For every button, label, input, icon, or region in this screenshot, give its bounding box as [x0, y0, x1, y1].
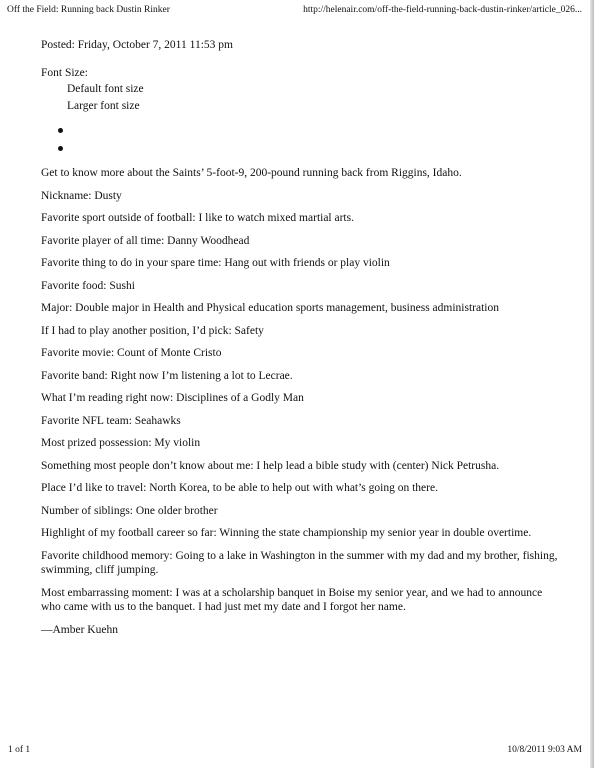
article-body	[41, 166, 561, 645]
qa-major: Major: Double major in Health and Physical education sports management, business administration	[41, 302, 499, 314]
qa-favorite-food: Favorite food: Sushi	[41, 279, 135, 292]
qa-siblings: Number of siblings: One older brother	[41, 504, 218, 517]
qa-travel: Place I’d like to travel: North Korea, to be able to help out with what’s going on there.	[41, 482, 438, 494]
posted-timestamp: Posted: Friday, October 7, 2011 11:53 pm	[41, 39, 233, 51]
qa-prized-possession: Most prized possession: My violin	[41, 437, 201, 449]
qa-reading: What I’m reading right now: Disciplines of a Godly Man	[41, 392, 304, 404]
default-font-size-link[interactable]: Default font size	[67, 83, 144, 95]
print-header-title: Off the Field: Running back Dustin Rinker	[7, 5, 170, 15]
qa-favorite-player: Favorite player of all time: Danny Woodhead	[41, 234, 250, 247]
print-header	[7, 4, 582, 16]
qa-favorite-band: Favorite band: Right now I’m listening a lot to Lecrae.	[41, 369, 293, 382]
scan-page-edge	[590, 0, 594, 768]
font-size-control	[41, 66, 144, 116]
qa-favorite-movie: Favorite movie: Count of Monte Cristo	[41, 347, 222, 359]
qa-nfl-team: Favorite NFL team: Seahawks	[41, 414, 181, 427]
qa-spare-time: Favorite thing to do in your spare time: Hang out with friends or play violin	[41, 257, 390, 269]
print-footer	[8, 744, 582, 756]
qa-other-position: If I had to play another position, I’d pick: Safety	[41, 324, 264, 337]
qa-embarrassing-moment: Most embarrassing moment: I was at a scholarship banquet in Boise my senior year, and we had to announce who came with us to the banquet. I had just met my date and I forgot her name.	[41, 586, 543, 613]
qa-childhood-memory: Favorite childhood memory: Going to a lake in Washington in the summer with my dad and my brother, fishing, swimming, cliff jumping.	[41, 549, 558, 576]
qa-nickname: Nickname: Dusty	[41, 189, 122, 202]
qa-something-unknown: Something most people don’t know about me: I help lead a bible study with (center) Nick Petrusha.	[41, 459, 500, 472]
larger-font-size-link[interactable]: Larger font size	[67, 100, 140, 112]
article-intro: Get to know more about the Saints’ 5-foot-9, 200-pound running back from Riggins, Idaho.	[41, 167, 462, 179]
qa-career-highlight: Highlight of my football career so far: Winning the state championship my senior year in double overtime.	[41, 527, 532, 539]
font-size-label: Font Size:	[41, 67, 88, 79]
print-datetime: 10/8/2011 9:03 AM	[507, 745, 582, 755]
qa-favorite-sport: Favorite sport outside of football: I like to watch mixed martial arts.	[41, 212, 354, 224]
author-signature: —Amber Kuehn	[41, 623, 118, 636]
page-count: 1 of 1	[8, 745, 31, 755]
font-size-options	[67, 82, 144, 113]
print-header-url: http://helenair.com/off-the-field-running-back-dustin-rinker/article_026...	[303, 5, 582, 15]
